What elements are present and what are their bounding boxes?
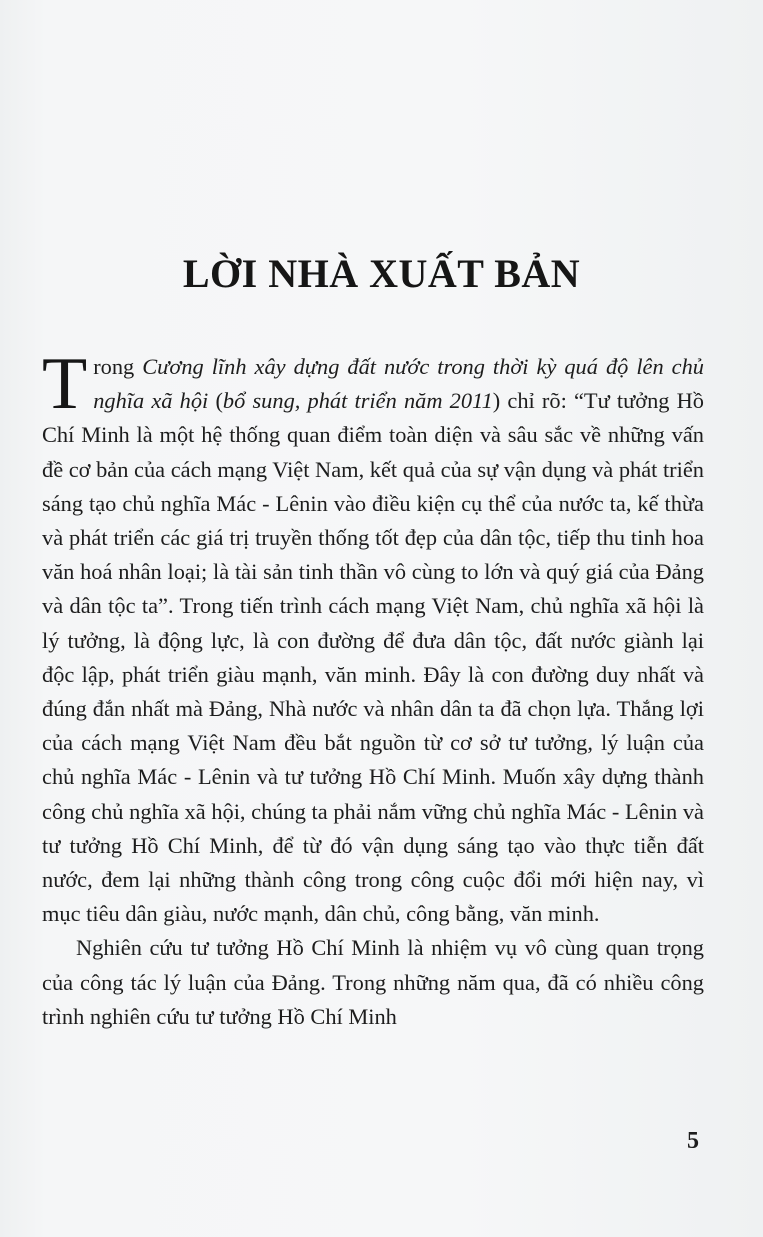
paragraph-1-italic-note: bổ sung, phát triển năm 2011 [222, 388, 493, 414]
paragraph-1-italic-title: Cương lĩnh xây dựng đất nước trong thời kỳ quá độ lên chủ nghĩa xã hội [93, 354, 704, 414]
paragraph-1-paren-open: ( [208, 388, 223, 414]
page-title: LỜI NHÀ XUẤT BẢN [182, 250, 581, 296]
page-number: 5 [687, 1128, 699, 1154]
drop-cap: T [42, 343, 88, 425]
body-text [42, 343, 704, 1034]
paragraph-1 [42, 343, 704, 931]
paragraph-1-rest: ) chỉ rõ: “Tư tưởng Hồ Chí Minh là một hệ thống quan điểm toàn diện và sâu sắc về những vấn đề cơ bản của cách mạng Việt Nam, kết quả của sự vận dụng và phát triển sáng tạo chủ nghĩa Mác - Lênin vào điều kiện cụ thể của nước ta, kế thừa và phát triển các giá trị truyền thống tốt đẹp của dân tộc, tiếp thu tinh hoa văn hoá nhân loại; là tài sản tinh thần vô cùng to lớn và quý giá của Đảng và dân tộc ta”. Trong tiến trình cách mạng Việt Nam, chủ nghĩa xã hội là lý tưởng, là động lực, là con đường để đưa dân tộc, đất nước giành lại độc lập, phát triển giàu mạnh, văn minh. Đây là con đường duy nhất và đúng đắn nhất mà Đảng, Nhà nước và nhân dân ta đã chọn lựa. Thắng lợi của cách mạng Việt Nam đều bắt nguồn từ cơ sở tư tưởng, lý luận của chủ nghĩa Mác - Lênin và tư tưởng Hồ Chí Minh. Muốn xây dựng thành công chủ nghĩa xã hội, chúng ta phải nắm vững chủ nghĩa Mác - Lênin và tư tưởng Hồ Chí Minh, để từ đó vận dụng sáng tạo vào thực tiễn đất nước, đem lại những thành công trong công cuộc đổi mới hiện nay, vì mục tiêu dân giàu, nước mạnh, dân chủ, công bằng, văn minh. [42, 388, 704, 927]
paragraph-2: Nghiên cứu tư tưởng Hồ Chí Minh là nhiệm vụ vô cùng quan trọng của công tác lý luận của Đảng. Trong những năm qua, đã có nhiều công trình nghiên cứu tư tưởng Hồ Chí Minh [42, 935, 704, 1029]
paragraph-1-lead: rong [93, 354, 143, 379]
